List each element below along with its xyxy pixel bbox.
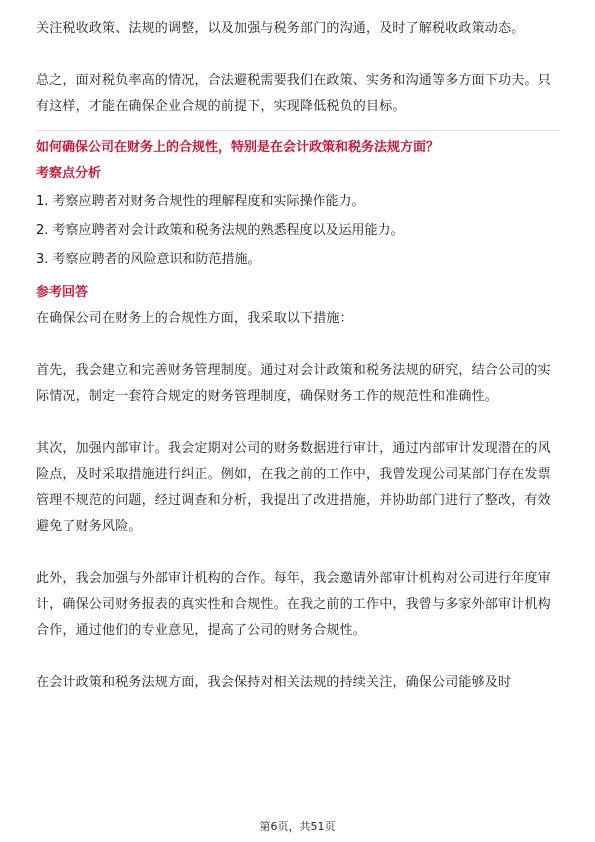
answer-paragraph: 此外，我会加强与外部审计机构的合作。每年，我会邀请外部审计机构对公司进行年度审计，确保公司财务报表的真实性和合规性。在我之前的工作中，我曾与多家外部审计机构合作，通过他们的专业意见，提高了公司的财务合规性。 xyxy=(36,571,551,638)
page-content xyxy=(36,0,560,696)
answer-paragraph: 其次，加强内部审计。我会定期对公司的财务数据进行审计，通过内部审计发现潜在的风险点，及时采取措施进行纠正。例如，在我之前的工作中，我曾发现公司某部门存在发票管理不规范的问题，经过调查和分析，我提出了改进措施，并协助部门进行了整改，有效避免了财务风险。 xyxy=(36,441,551,534)
analysis-item: 3. 考察应聘者的风险意识和防范措施。 xyxy=(36,252,261,267)
intro-paragraph: 总之，面对税负率高的情况，合法避税需要我们在政策、实务和沟通等多方面下功夫。只有这样，才能在确保企业合规的前提下，实现降低税负的目标。 xyxy=(36,73,551,114)
section-divider xyxy=(36,130,560,131)
answer-heading: 参考回答 xyxy=(36,285,89,300)
page-number: 第6页，共51页 xyxy=(259,820,336,833)
analysis-heading: 考察点分析 xyxy=(36,166,102,181)
question-title: 如何确保公司在财务上的合规性，特别是在会计政策和税务法规方面？ xyxy=(36,140,440,155)
answer-paragraph: 在会计政策和税务法规方面，我会保持对相关法规的持续关注，确保公司能够及时 xyxy=(36,675,512,690)
answer-paragraph: 首先，我会建立和完善财务管理制度。通过对会计政策和税务法规的研究，结合公司的实际情况，制定一套符合规定的财务管理制度，确保财务工作的规范性和准确性。 xyxy=(36,363,551,404)
analysis-item: 2. 考察应聘者对会计政策和税务法规的熟悉程度以及运用能力。 xyxy=(36,223,404,238)
analysis-item: 1. 考察应聘者对财务合规性的理解程度和实际操作能力。 xyxy=(36,194,365,209)
answer-paragraph: 在确保公司在财务上的合规性方面，我采取以下措施： xyxy=(36,311,353,326)
intro-paragraph: 关注税收政策、法规的调整，以及加强与税务部门的沟通，及时了解税收政策动态。 xyxy=(36,21,525,36)
